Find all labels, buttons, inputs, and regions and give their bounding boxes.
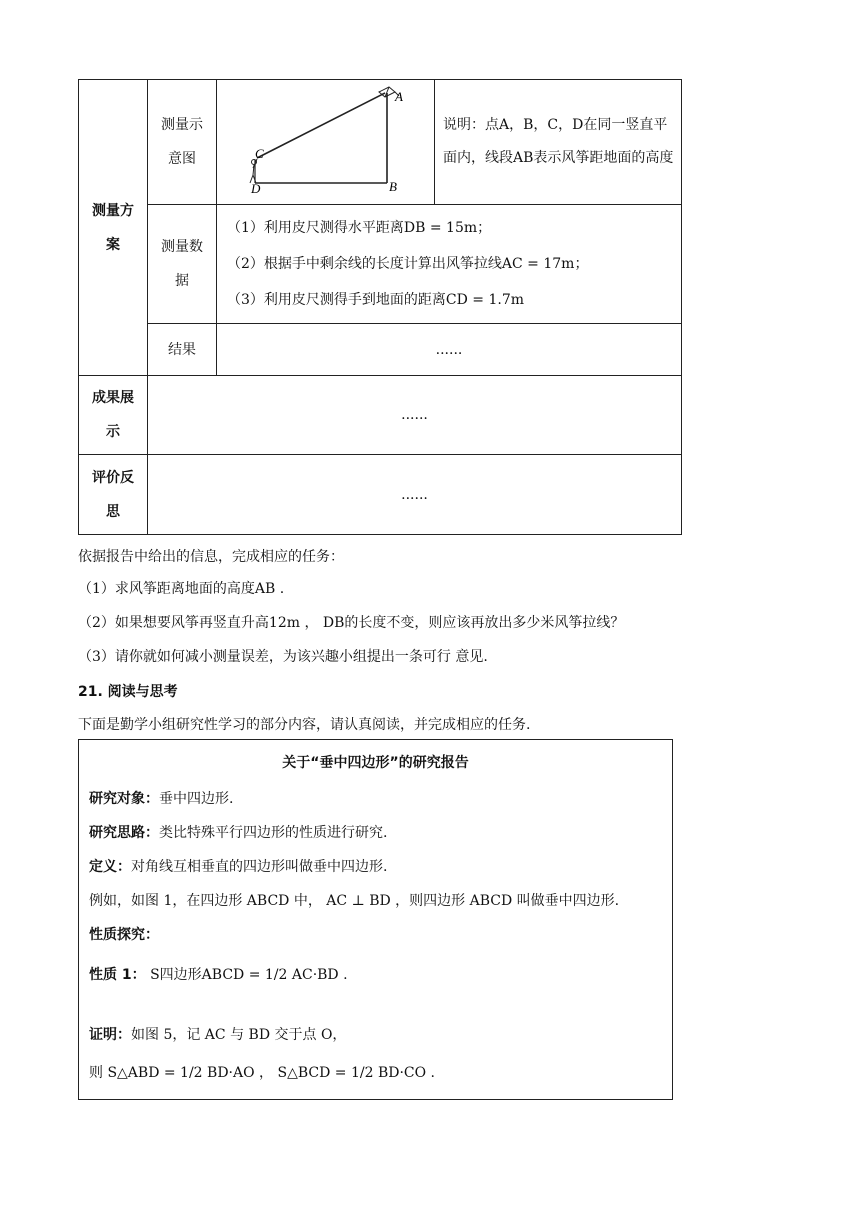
prop-formula: S四边形ABCD = 1/2 AC·BD . (150, 967, 348, 983)
def-text: 对角线互相垂直的四边形叫做垂中四边形. (131, 859, 388, 875)
proof-line-1 (89, 1024, 346, 1044)
property-1 (89, 964, 348, 984)
task-2: （2）如果想要风筝再竖直升高12m ， DB的长度不变，则应该再放出多少米风筝拉线？ (78, 615, 625, 631)
object-text: 垂中四边形. (159, 791, 234, 807)
explore-label: 性质探究： (89, 927, 159, 943)
reflection-value: ...... (148, 455, 682, 535)
def-label: 定义： (89, 859, 131, 875)
kite-diagram (217, 80, 435, 205)
idea-label: 研究思路： (89, 825, 159, 841)
report-box (78, 739, 673, 1100)
result-value: ...... (217, 324, 682, 376)
report-idea (89, 822, 387, 842)
object-label: 研究对象： (89, 791, 159, 807)
report-title: 关于“垂中四边形”的研究报告 (282, 755, 469, 771)
proof-formula: 则 S△ABD = 1/2 BD·AO ， S△BCD = 1/2 BD·CO . (89, 1065, 436, 1081)
result-label: 结果 (148, 324, 217, 376)
data-item-3: （3）利用皮尺测得手到地面的距离CD = 1.7m (227, 292, 525, 308)
task-1: （1）求风筝距离地面的高度AB . (78, 581, 285, 597)
report-object (89, 788, 233, 808)
task-3: （3）请你就如何减小测量误差，为该兴趣小组提出一条可行 意见. (78, 649, 488, 665)
question-21-intro: 下面是勤学小组研究性学习的部分内容，请认真阅读，并完成相应的任务. (78, 717, 531, 733)
data-items (217, 205, 682, 324)
tasks-intro: 依据报告中给出的信息，完成相应的任务： (78, 549, 344, 565)
data-item-1: （1）利用皮尺测得水平距离DB = 15m； (227, 220, 492, 236)
point-a-label: A (395, 89, 403, 104)
plan-label: 测量方案 (79, 80, 148, 376)
diagram-note: 说明：点A，B，C，D在同一竖直平面内，线段AB表示风筝距地面的高度 (435, 80, 682, 205)
report-example: 例如，如图 1，在四边形 ABCD 中， AC ⊥ BD ，则四边形 ABCD 叫做垂中四边形. (89, 893, 620, 909)
data-item-2: （2）根据手中剩余线的长度计算出风筝拉线AC = 17m； (227, 256, 589, 272)
kite-diagram-svg (217, 80, 433, 204)
question-21-heading: 21. 阅读与思考 (78, 684, 178, 700)
point-c-label: C (255, 146, 264, 161)
proof-label: 证明： (89, 1027, 131, 1043)
proof-text: 如图 5，记 AC 与 BD 交于点 O， (131, 1027, 347, 1043)
prop-label: 性质 1： (89, 967, 146, 983)
measurement-table (78, 79, 682, 535)
kite-line-ac (257, 93, 385, 158)
achievement-label: 成果展示 (79, 376, 148, 455)
data-label: 测量数据 (148, 205, 217, 324)
diagram-label: 测量示意图 (148, 80, 217, 205)
person-figure (250, 159, 257, 183)
point-b-label: B (389, 179, 397, 194)
report-definition (89, 856, 387, 876)
achievement-value: ...... (148, 376, 682, 455)
point-d-label: D (251, 181, 261, 196)
idea-text: 类比特殊平行四边形的性质进行研究. (159, 825, 388, 841)
reflection-label: 评价反思 (79, 455, 148, 535)
